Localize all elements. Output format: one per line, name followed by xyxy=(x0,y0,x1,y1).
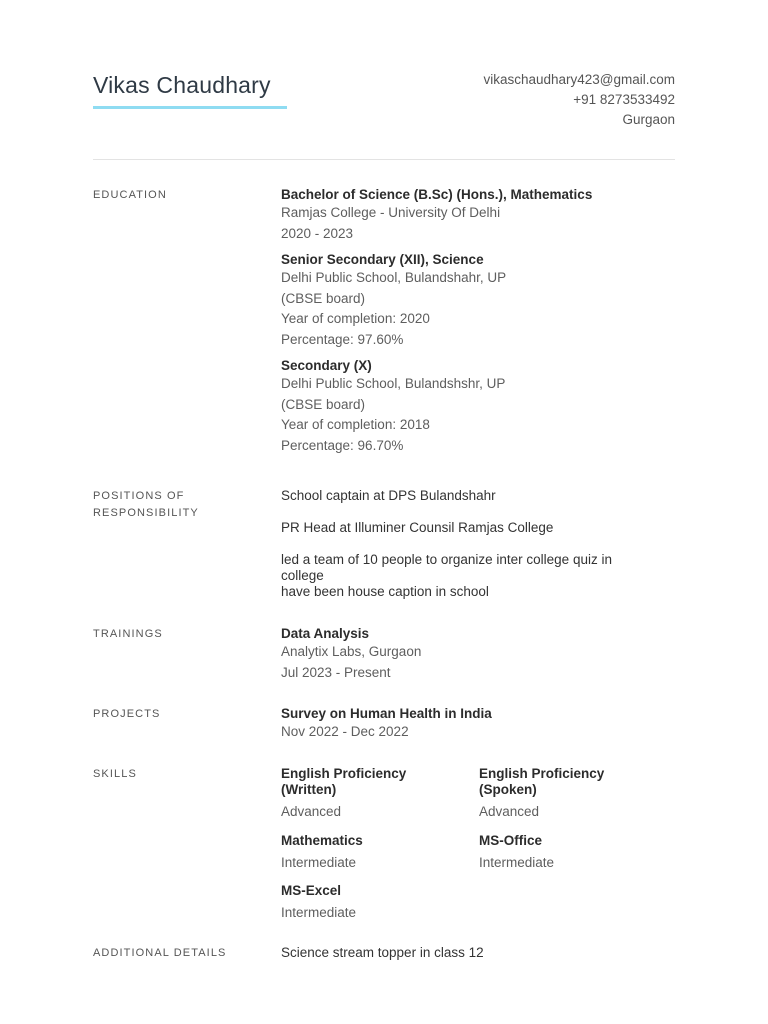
skill-name xyxy=(281,766,479,798)
additional-body xyxy=(281,945,675,961)
skill-name xyxy=(479,833,675,849)
skill-name-line: English Proficiency xyxy=(479,766,605,781)
skill-name xyxy=(281,883,479,899)
education-line: (CBSE board) xyxy=(281,290,366,306)
skill-name-line: MS-Office xyxy=(479,832,543,848)
contact-phone[interactable]: +91 8273533492 xyxy=(573,92,675,107)
skill-name xyxy=(479,766,675,798)
education-line: Year of completion: 2018 xyxy=(281,417,430,432)
project-title: Survey on Human Health in India xyxy=(281,706,492,721)
name-underline xyxy=(93,106,287,109)
skill-item xyxy=(281,833,479,874)
skills-label: SKILLS xyxy=(93,768,137,780)
trainings-label: TRAININGS xyxy=(93,628,163,640)
project-line: Nov 2022 - Dec 2022 xyxy=(281,724,409,739)
education-label: EDUCATION xyxy=(93,189,167,201)
skill-name-line: Mathematics xyxy=(281,832,363,848)
positions-label xyxy=(93,488,253,521)
contact-email[interactable]: vikaschaudhary423@gmail.com xyxy=(483,72,675,87)
skills-grid xyxy=(281,766,675,924)
education-line: Year of completion: 2020 xyxy=(281,311,430,326)
education-title: Secondary (X) xyxy=(281,358,372,373)
education-line: Delhi Public School, Bulandshahr, UP xyxy=(281,270,507,285)
skill-item xyxy=(281,883,479,924)
candidate-name: Vikas Chaudhary xyxy=(93,72,271,98)
projects-body xyxy=(281,706,675,743)
skill-name-line: (Written) xyxy=(281,782,337,797)
contact-location: Gurgaon xyxy=(622,112,675,127)
education-line: 2020 - 2023 xyxy=(281,225,354,241)
position-note: have been house caption in school xyxy=(281,584,489,599)
position-item: School captain at DPS Bulandshahr xyxy=(281,488,496,503)
skill-item xyxy=(281,766,479,823)
education-line: Percentage: 97.60% xyxy=(281,331,404,347)
education-entry xyxy=(281,358,675,456)
skill-name-line: English Proficiency xyxy=(281,766,407,781)
skill-level: Intermediate xyxy=(281,854,357,870)
skill-name-line: (Spoken) xyxy=(479,782,537,797)
education-entry xyxy=(281,252,675,350)
training-line: Jul 2023 - Present xyxy=(281,664,391,680)
education-entry xyxy=(281,187,675,244)
trainings-body xyxy=(281,626,675,683)
skill-level: Advanced xyxy=(479,804,540,819)
position-item: PR Head at Illuminer Counsil Ramjas College xyxy=(281,520,554,535)
positions-body xyxy=(281,488,675,600)
skill-level: Intermediate xyxy=(479,854,555,870)
contact-block xyxy=(483,70,675,130)
positions-label-line: RESPONSIBILITY xyxy=(93,506,199,519)
education-title: Bachelor of Science (B.Sc) (Hons.), Mathematics xyxy=(281,187,593,202)
training-line: Analytix Labs, Gurgaon xyxy=(281,644,422,659)
skill-item xyxy=(479,833,675,874)
projects-label: PROJECTS xyxy=(93,708,161,720)
position-note: college xyxy=(281,568,324,583)
skill-name xyxy=(281,833,479,849)
additional-label: ADDITIONAL DETAILS xyxy=(93,947,227,959)
positions-label-line: POSITIONS OF xyxy=(93,490,185,502)
header-divider xyxy=(93,159,675,160)
education-line: Percentage: 96.70% xyxy=(281,437,404,453)
skill-item xyxy=(479,766,675,823)
education-body xyxy=(281,187,675,464)
education-line: Delhi Public School, Bulandshshr, UP xyxy=(281,376,506,391)
education-title: Senior Secondary (XII), Science xyxy=(281,252,484,267)
education-line: Ramjas College - University Of Delhi xyxy=(281,205,501,220)
additional-text: Science stream topper in class 12 xyxy=(281,945,484,960)
skill-level: Intermediate xyxy=(281,905,357,920)
skill-name-line: MS-Excel xyxy=(281,883,342,898)
training-title: Data Analysis xyxy=(281,626,370,641)
position-note: led a team of 10 people to organize inter college quiz in xyxy=(281,552,612,567)
education-line: (CBSE board) xyxy=(281,396,366,412)
skill-level: Advanced xyxy=(281,804,342,819)
